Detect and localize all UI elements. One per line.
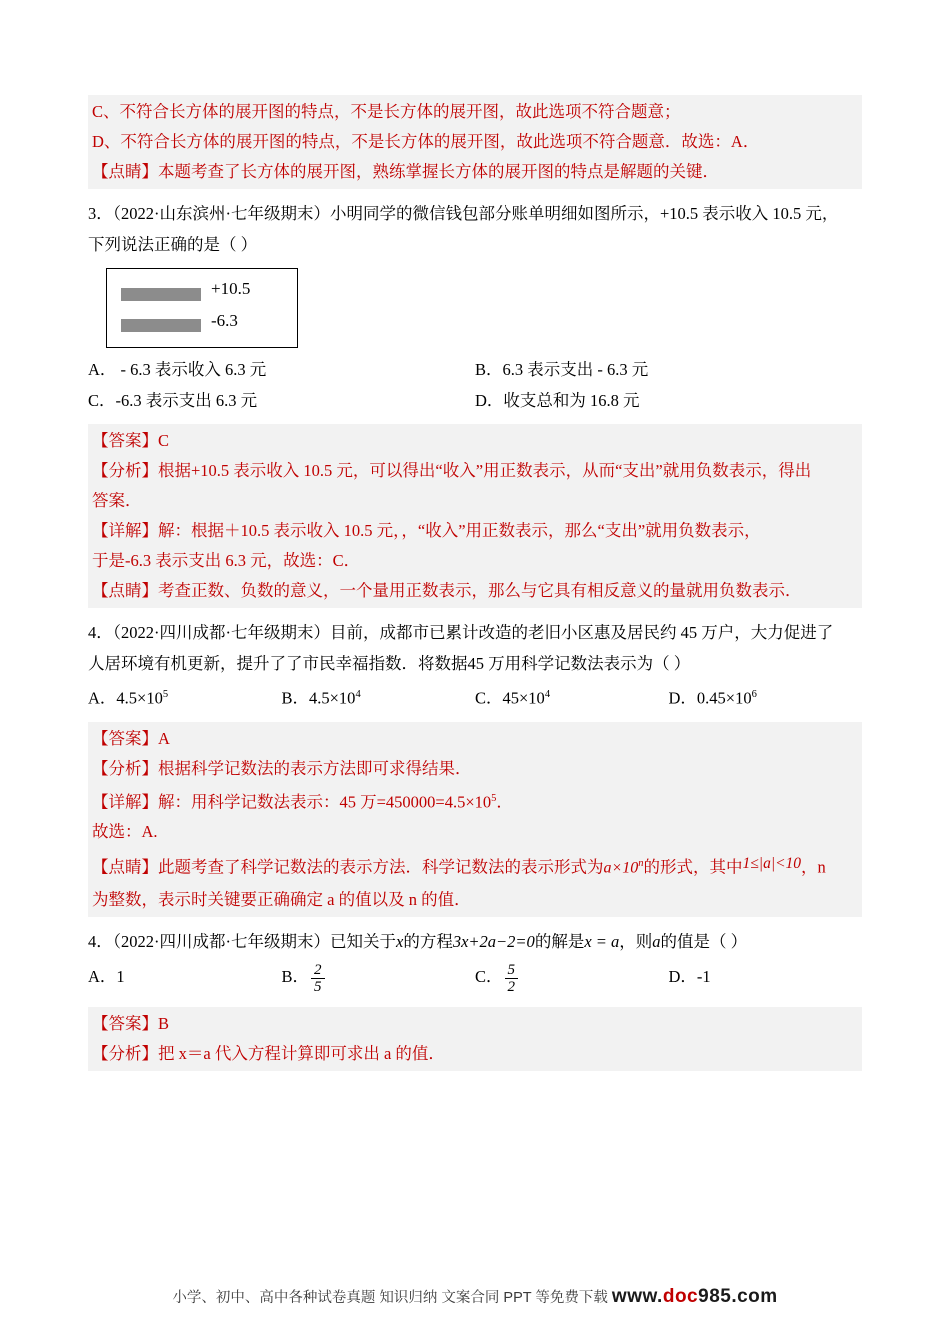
q3-stem-line1: 3．（2022·山东滨州·七年级期末）小明同学的微信钱包部分账单明细如图所示，+10.5 表示收入 10.5 元， xyxy=(88,204,839,223)
q3-option-c[interactable]: C．-6.3 表示支出 6.3 元 xyxy=(88,391,258,410)
q4a-option-a-label: A．4.5×10 xyxy=(88,688,163,708)
q4a-option-a[interactable] xyxy=(88,679,282,714)
q4b-stem xyxy=(88,926,862,957)
q4b-options xyxy=(88,957,862,997)
q4b-analysis: 【分析】把 x＝a 代入方程计算即可求出 a 的值． xyxy=(92,1044,445,1064)
q4a-note-part2: 的形式，其中 xyxy=(643,857,743,877)
q4a-solution-block xyxy=(88,722,862,918)
figure-value-positive: +10.5 xyxy=(211,279,251,298)
q4b-option-c-den: 2 xyxy=(505,978,519,995)
q3-option-a[interactable]: A． - 6.3 表示收入 6.3 元 xyxy=(88,360,267,379)
q3-option-d[interactable]: D．收支总和为 16.8 元 xyxy=(475,391,640,410)
q4b-option-c[interactable] xyxy=(475,957,669,997)
footer-site-red: doc xyxy=(662,1286,699,1307)
figure-bar-negative xyxy=(121,319,201,332)
q4a-option-a-exp: 5 xyxy=(162,689,169,700)
q4a-answer: 【答案】A xyxy=(92,728,170,748)
q4a-stem-line2: 人居环境有机更新，提升了了市民幸福指数．将数据45 万用科学记数法表示为（ ） xyxy=(88,654,691,673)
q4b-stem-var-x: x xyxy=(396,932,404,952)
q4a-options xyxy=(88,679,862,714)
q4a-option-d-label: D．0.45×10 xyxy=(668,688,752,708)
q4a-option-b-exp: 4 xyxy=(355,689,361,700)
q4b-stem-part3: 的解是 xyxy=(534,932,585,952)
q4a-formula-abs-range: 1≤|a|<10 xyxy=(742,855,802,873)
figure-bar-positive xyxy=(121,288,201,301)
q4b-option-c-label: C． xyxy=(475,967,503,987)
q4b-option-a[interactable] xyxy=(88,957,282,997)
question-4a xyxy=(88,617,862,917)
q4a-analysis: 【分析】根据科学记数法的表示方法即可求得结果． xyxy=(92,758,472,778)
q4b-option-b-fraction xyxy=(311,962,325,995)
q3-note: 【点睛】考查正数、负数的意义，一个量用正数表示，那么与它具有相反意义的量就用负数表示． xyxy=(92,581,802,600)
q4a-stem-line1: 4．（2022·四川成都·七年级期末）目前，成都市已累计改造的老旧小区惠及居民约 45 万户，大力促进了 xyxy=(88,623,834,642)
q4b-option-d-label: D．-1 xyxy=(668,967,711,987)
q4b-option-b[interactable] xyxy=(282,957,476,997)
q3-options-row1 xyxy=(88,354,862,385)
page-footer xyxy=(0,1286,950,1308)
q4a-conclusion: 故选：A. xyxy=(92,822,158,841)
q4b-option-d[interactable] xyxy=(669,957,863,997)
q4b-stem-part4: ，则 xyxy=(619,932,653,952)
q4a-note-part1: 【点睛】此题考查了科学记数法的表示方法．科学记数法的表示形式为 xyxy=(92,857,604,877)
footer-site-prefix: www. xyxy=(611,1286,663,1307)
solution-line-d: D、不符合长方体的展开图的特点，不是长方体的展开图，故此选项不符合题意．故选：A． xyxy=(92,132,760,151)
q3-figure xyxy=(106,268,298,348)
q4a-formula1-exp: n xyxy=(638,858,644,869)
q4b-stem-part2: 的方程 xyxy=(403,932,453,952)
q4a-detail xyxy=(92,784,858,818)
q4a-detail-text: 【详解】解：用科学记数法表示：45 万=450000=4.5×10 xyxy=(92,792,492,811)
footer-text: 小学、初中、高中各种试卷真题 知识归纳 文案合同 PPT 等免费下载 xyxy=(172,1290,608,1306)
q4b-stem-part1: 4．（2022·四川成都·七年级期末）已知关于 xyxy=(88,932,396,952)
q4a-option-c[interactable] xyxy=(475,679,669,714)
solution-line-c: C、不符合长方体的展开图的特点，不是长方体的展开图，故此选项不符合题意； xyxy=(92,102,681,121)
question-4b xyxy=(88,926,862,1071)
q4a-option-d-exp: 6 xyxy=(751,689,757,700)
q4a-note-part3: ，n xyxy=(801,857,826,877)
q4a-option-c-exp: 4 xyxy=(544,689,551,700)
q4b-option-a-label: A．1 xyxy=(88,967,125,987)
question-3 xyxy=(88,198,862,608)
q4a-formula1-base: a×10 xyxy=(603,859,639,877)
q4b-answer: 【答案】B xyxy=(92,1014,170,1034)
q4b-option-b-den: 5 xyxy=(311,978,325,995)
q4b-option-c-num: 5 xyxy=(507,961,516,978)
q4a-option-b-label: B．4.5×10 xyxy=(281,688,356,708)
q4b-solution-block xyxy=(88,1007,862,1071)
q4a-option-d[interactable] xyxy=(669,679,863,714)
q4a-detail-exp: 5 xyxy=(491,792,497,804)
q3-option-b[interactable]: B．6.3 表示支出 - 6.3 元 xyxy=(475,360,649,379)
q4b-stem-part5: 的值是（ ） xyxy=(660,932,748,952)
q3-answer: 【答案】C xyxy=(92,431,170,450)
q3-analysis-line1: 【分析】根据+10.5 表示收入 10.5 元，可以得出“收入”用正数表示，从而“支出”就用负数表示，得出 xyxy=(92,461,812,480)
q4b-stem-var-a: a xyxy=(652,932,661,952)
q3-analysis-line2: 答案． xyxy=(92,491,142,510)
footer-site-black: 985.com xyxy=(698,1286,778,1307)
figure-value-negative: -6.3 xyxy=(211,311,238,330)
q4a-detail-tail: ． xyxy=(496,792,513,811)
q3-solution-block xyxy=(88,424,862,608)
q3-options-row2 xyxy=(88,385,862,416)
q4b-option-b-num: 2 xyxy=(314,961,322,978)
q3-stem-line2: 下列说法正确的是（ ） xyxy=(88,235,258,254)
q4a-formula-a-times-10 xyxy=(604,847,644,885)
q4b-solution-expr: x = a xyxy=(584,932,620,952)
q3-detail-line1: 【详解】解：根据＋10.5 表示收入 10.5 元，，“收入”用正数表示，那么“支出”就用负数表示， xyxy=(92,521,761,540)
q3-detail-line2: 于是-6.3 表示支出 6.3 元，故选：C． xyxy=(92,551,361,570)
q4a-note-line1 xyxy=(92,847,858,885)
top-solution-block xyxy=(88,95,862,189)
q4b-option-c-fraction xyxy=(505,962,519,995)
footer-site[interactable] xyxy=(612,1286,778,1307)
q4b-equation: 3x+2a−2=0 xyxy=(452,932,535,952)
q4b-option-b-label: B． xyxy=(281,967,310,987)
q4a-note-line2: 为整数，表示时关键要正确确定 a 的值以及 n 的值． xyxy=(92,890,471,910)
solution-note: 【点睛】本题考查了长方体的展开图，熟练掌握长方体的展开图的特点是解题的关键． xyxy=(92,162,719,181)
q4a-option-b[interactable] xyxy=(282,679,476,714)
q4a-option-c-label: C．45×10 xyxy=(475,688,545,708)
